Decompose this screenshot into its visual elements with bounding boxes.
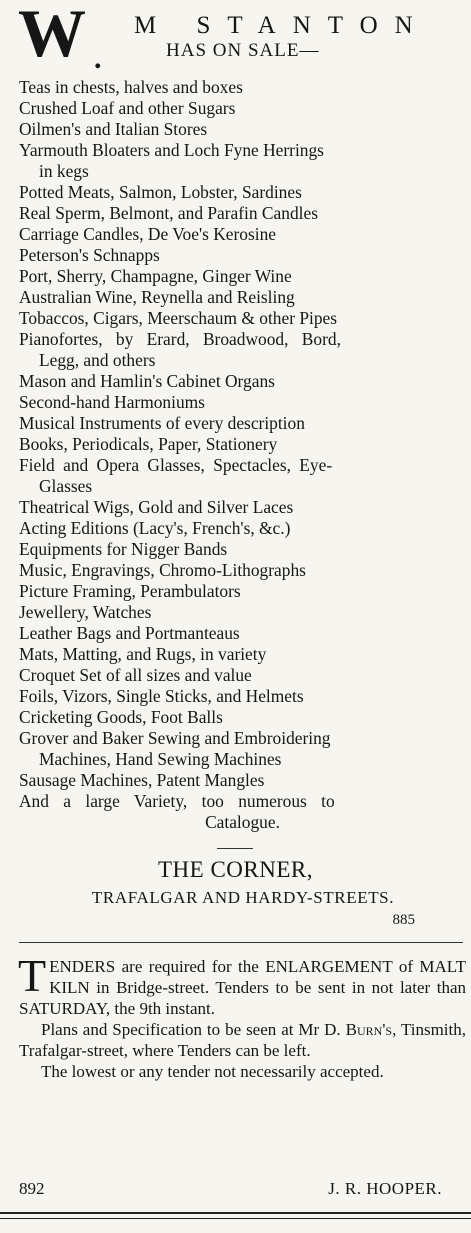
list-item: Sausage Machines, Patent Mangles — [19, 770, 265, 790]
list-item-continuation: Legg, and others — [39, 350, 156, 370]
list-item: Port, Sherry, Champagne, Ginger Wine — [19, 266, 292, 286]
list-item: Leather Bags and Portmanteaus — [19, 623, 240, 643]
shop-title: THE CORNER, — [158, 857, 313, 882]
tenders-notice — [18, 950, 466, 1082]
goods-list — [19, 77, 466, 833]
header-subtitle: HAS ON SALE— — [166, 40, 320, 61]
list-item: Mats, Matting, and Rugs, in variety — [19, 644, 267, 664]
short-divider — [217, 848, 253, 849]
bottom-divider-thick — [0, 1212, 471, 1214]
advert-number: 892 — [19, 1179, 45, 1198]
tenders-text-2a: Plans and Specification to be seen at Mr D. — [41, 1020, 346, 1039]
tenders-text-1: ENDERS are required for the ENLARGEMENT of MALT KILN in Bridge-street. Tenders to be sent in not later than SATURDAY, the 9th instant. — [19, 957, 466, 1018]
list-item-continuation: Catalogue. — [205, 812, 280, 832]
list-item: Real Sperm, Belmont, and Parafin Candles — [19, 203, 318, 223]
stanton-advert-header — [18, 0, 468, 75]
list-item: Books, Periodicals, Paper, Stationery — [19, 434, 278, 454]
list-item: Grover and Baker Sewing and Embroidering — [19, 728, 331, 748]
header-initial: W — [18, 0, 84, 71]
shop-address: TRAFALGAR AND HARDY-STREETS. — [91, 888, 395, 907]
header-initial-dot: . — [94, 42, 102, 75]
list-item: Australian Wine, Reynella and Reisling — [19, 287, 295, 307]
list-item: Acting Editions (Lacy's, French's, &c.) — [19, 518, 291, 538]
merchant-name: M STANTON — [134, 12, 430, 39]
list-item: Tobaccos, Cigars, Meerschaum & other Pipes — [19, 308, 338, 328]
list-item: Picture Framing, Perambulators — [19, 581, 241, 601]
list-item: Carriage Candles, De Voe's Kerosine — [19, 224, 277, 244]
tenders-name: Burn's — [345, 1020, 393, 1039]
drop-cap: T — [18, 950, 47, 1001]
list-item: Musical Instruments of every description — [19, 413, 305, 433]
section-divider — [19, 942, 463, 943]
list-item: Pianofortes, by Erard, Broadwood, Bord, — [19, 329, 341, 349]
list-item: Mason and Hamlin's Cabinet Organs — [19, 371, 275, 391]
list-item: Cricketing Goods, Foot Balls — [19, 707, 223, 727]
tenders-paragraph-1 — [18, 950, 466, 1019]
bottom-divider-thin — [0, 1218, 471, 1219]
list-item-continuation: Machines, Hand Sewing Machines — [39, 749, 282, 769]
list-item: Peterson's Schnapps — [19, 245, 160, 265]
list-item: Equipments for Nigger Bands — [19, 539, 228, 559]
tenders-text-2b: , Tinsmith, Trafalgar-street, where Tenders can be left. — [19, 1020, 466, 1060]
tenders-paragraph-3 — [19, 1061, 466, 1082]
list-item: Second-hand Harmoniums — [19, 392, 205, 412]
list-item: Music, Engravings, Chromo-Lithographs — [19, 560, 306, 580]
tenders-paragraph-2 — [19, 1019, 466, 1061]
list-item: Croquet Set of all sizes and value — [19, 665, 252, 685]
list-item: Crushed Loaf and other Sugars — [19, 98, 236, 118]
advert-number: 885 — [392, 912, 415, 928]
list-item: Yarmouth Bloaters and Loch Fyne Herrings — [19, 140, 324, 160]
tenders-text-3: The lowest or any tender not necessarily accepted. — [41, 1062, 384, 1081]
list-item: Jewellery, Watches — [19, 602, 152, 622]
list-item: And a large Variety, too numerous to — [19, 791, 335, 811]
list-item: Foils, Vizors, Single Sticks, and Helmets — [19, 686, 304, 706]
signature: J. R. HOOPER. — [328, 1179, 442, 1198]
list-item: Theatrical Wigs, Gold and Silver Laces — [19, 497, 294, 517]
list-item: Field and Opera Glasses, Spectacles, Eye- — [19, 455, 333, 475]
list-item-continuation: in kegs — [39, 161, 89, 181]
list-item: Teas in chests, halves and boxes — [19, 77, 243, 97]
list-item: Oilmen's and Italian Stores — [19, 119, 208, 139]
list-item-continuation: Glasses — [39, 476, 93, 496]
list-item: Potted Meats, Salmon, Lobster, Sardines — [19, 182, 302, 202]
